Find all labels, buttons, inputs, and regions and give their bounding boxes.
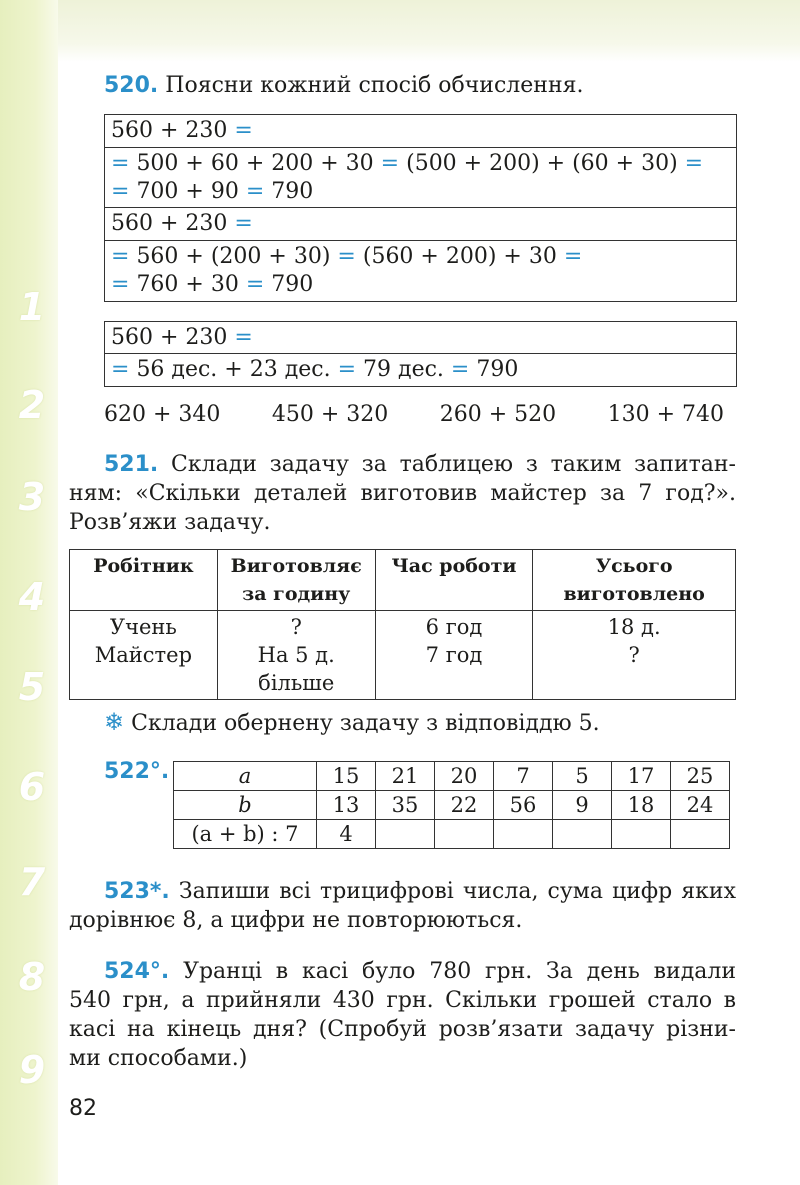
task-text: Запиши всі трицифрові числа, сума цифр яких: [169, 879, 736, 904]
equals-sign: =: [234, 118, 253, 143]
task-line: [69, 450, 736, 479]
task-text: Склади задачу за таблицею з таким запитан-: [171, 452, 736, 477]
table-cell: 56: [494, 791, 553, 820]
equals-sign: =: [380, 151, 407, 176]
task-522-table: [173, 761, 730, 849]
row-label: a: [174, 762, 317, 791]
task-520-heading: [104, 71, 584, 100]
chapter-tab-8[interactable]: 8: [18, 955, 46, 999]
expr: 790: [476, 357, 519, 382]
exercise: 620 + 340: [104, 402, 221, 427]
task-line: ням: «Скільки деталей виготовив майстер за 7 год?».: [69, 481, 736, 506]
cell-line: ?: [628, 643, 640, 667]
box-row: [105, 115, 736, 148]
table-row: [70, 611, 736, 700]
task-number: 523*.: [104, 879, 170, 904]
cell-line: 6 год: [425, 615, 483, 639]
task-number: 521.: [104, 452, 159, 477]
task-521-text: [69, 450, 736, 537]
expr: (560 + 200) + 30: [362, 244, 564, 269]
header-line: за годину: [242, 583, 351, 605]
task-text: Уранці в касі було 780 грн. За день видали: [169, 959, 736, 984]
box-row: [105, 208, 736, 241]
cell-line: 18 д.: [607, 615, 661, 639]
table-cell: 4: [317, 820, 376, 849]
cell-line: 7 год: [425, 643, 483, 667]
task-line: 540 грн, а прийняли 430 грн. Скільки грошей стало в: [69, 988, 736, 1013]
task-524-text: [69, 957, 736, 1073]
equals-sign: =: [450, 357, 477, 382]
table-cell: 18: [612, 791, 671, 820]
answer-cell[interactable]: [671, 820, 730, 849]
chapter-tab-9[interactable]: 9: [18, 1048, 46, 1092]
task-line: Розв’яжи задачу.: [69, 510, 271, 535]
table-cell: [375, 611, 533, 700]
expr: (500 + 200) + (60 + 30): [406, 151, 685, 176]
exercise: 260 + 520: [439, 402, 557, 427]
expr: 500 + 60 + 200 + 30: [136, 151, 381, 176]
answer-cell[interactable]: [553, 820, 612, 849]
answer-cell[interactable]: [494, 820, 553, 849]
table-header-row: [70, 550, 736, 611]
answer-cell[interactable]: [376, 820, 435, 849]
table-cell: [217, 611, 375, 700]
exercise: 130 + 740: [607, 402, 724, 427]
table-row: [174, 791, 730, 820]
task-line: [69, 877, 736, 906]
row-label: b: [174, 791, 317, 820]
chapter-tab-3[interactable]: 3: [18, 475, 46, 519]
box-row: [105, 322, 736, 354]
cell-line: ?: [290, 615, 302, 639]
cell-line: Майстер: [94, 643, 193, 667]
task-line: ми способами.): [69, 1046, 248, 1071]
table-cell: 7: [494, 762, 553, 791]
header-line: виготовлено: [563, 583, 705, 605]
task-line: [69, 957, 736, 986]
calc-box-1: [104, 114, 737, 302]
equals-sign: =: [684, 151, 704, 176]
snowflake-icon: ❄: [104, 708, 125, 736]
equals-sign: =: [111, 357, 137, 382]
box-row: [105, 148, 736, 208]
calc-box-2: [104, 321, 737, 387]
chapter-tab-7[interactable]: 7: [18, 860, 46, 904]
chapter-tab-6[interactable]: 6: [18, 765, 46, 809]
table-cell: 17: [612, 762, 671, 791]
equals-sign: =: [111, 151, 137, 176]
exercise-list: [104, 400, 724, 430]
task-text: Поясни кожний спосіб обчислення.: [165, 73, 584, 98]
table-cell: 20: [435, 762, 494, 791]
expr: 700 + 90: [136, 179, 246, 204]
expr: 760 + 30: [136, 272, 246, 297]
expr: 56 дес. + 23 дес.: [136, 357, 338, 382]
page-number: 82: [69, 1096, 97, 1121]
table-cell: 21: [376, 762, 435, 791]
equals-sign: =: [245, 272, 272, 297]
table-cell: 15: [317, 762, 376, 791]
equals-sign: =: [111, 272, 137, 297]
table-cell: 35: [376, 791, 435, 820]
task-number: 520.: [104, 73, 159, 98]
table-cell: 25: [671, 762, 730, 791]
header-line: Усього: [595, 555, 673, 577]
table-cell: [533, 611, 736, 700]
inverse-task: [104, 708, 600, 738]
equals-sign: =: [234, 325, 253, 350]
expr: 560 + 230: [111, 325, 235, 350]
row-label: (a + b) : 7: [174, 820, 317, 849]
box-row: [105, 241, 736, 301]
top-band: [0, 0, 800, 62]
equals-sign: =: [245, 179, 272, 204]
column-header: [217, 550, 375, 611]
table-cell: 5: [553, 762, 612, 791]
column-header: Робітник: [70, 550, 218, 611]
chapter-tab-5[interactable]: 5: [18, 665, 46, 709]
expr: 790: [271, 179, 314, 204]
equals-sign: =: [337, 357, 364, 382]
task-line: дорівнює 8, а цифри не повторюються.: [69, 908, 523, 933]
table-row: [174, 820, 730, 849]
table-cell: 9: [553, 791, 612, 820]
expr: 79 дес.: [363, 357, 451, 382]
cell-line: На 5 д.: [257, 643, 335, 667]
exercise: 450 + 320: [271, 402, 389, 427]
chapter-tab-4[interactable]: 4: [18, 575, 46, 619]
expr: 560 + 230: [111, 211, 235, 236]
task-number: 522°.: [104, 759, 170, 784]
expr: 560 + 230: [111, 118, 235, 143]
column-header: Час роботи: [375, 550, 533, 611]
answer-cell[interactable]: [435, 820, 494, 849]
task-text: Склади обернену задачу з відповіддю 5.: [131, 711, 600, 736]
cell-line: Учень: [109, 615, 177, 639]
chapter-sidebar: [0, 0, 58, 1185]
equals-sign: =: [111, 179, 137, 204]
equals-sign: =: [111, 244, 137, 269]
table-cell: [70, 611, 218, 700]
task-521-table: [69, 549, 736, 700]
task-line: касі на кінець дня? (Спробуй розв’язати задачу різни-: [69, 1017, 736, 1042]
chapter-tab-1[interactable]: 1: [18, 285, 46, 329]
cell-line: більше: [258, 671, 335, 695]
expr: 560 + (200 + 30): [136, 244, 338, 269]
task-523-text: [69, 877, 736, 935]
answer-cell[interactable]: [612, 820, 671, 849]
equals-sign: =: [234, 211, 253, 236]
column-header: [533, 550, 736, 611]
equals-sign: =: [563, 244, 583, 269]
box-row: [105, 354, 736, 386]
equals-sign: =: [337, 244, 363, 269]
chapter-tab-2[interactable]: 2: [18, 383, 46, 427]
table-cell: 13: [317, 791, 376, 820]
task-522-heading: [104, 757, 169, 786]
task-number: 524°.: [104, 959, 170, 984]
table-cell: 24: [671, 791, 730, 820]
table-row: [174, 762, 730, 791]
header-line: Виготовляє: [230, 555, 362, 577]
table-cell: 22: [435, 791, 494, 820]
expr: 790: [271, 272, 314, 297]
